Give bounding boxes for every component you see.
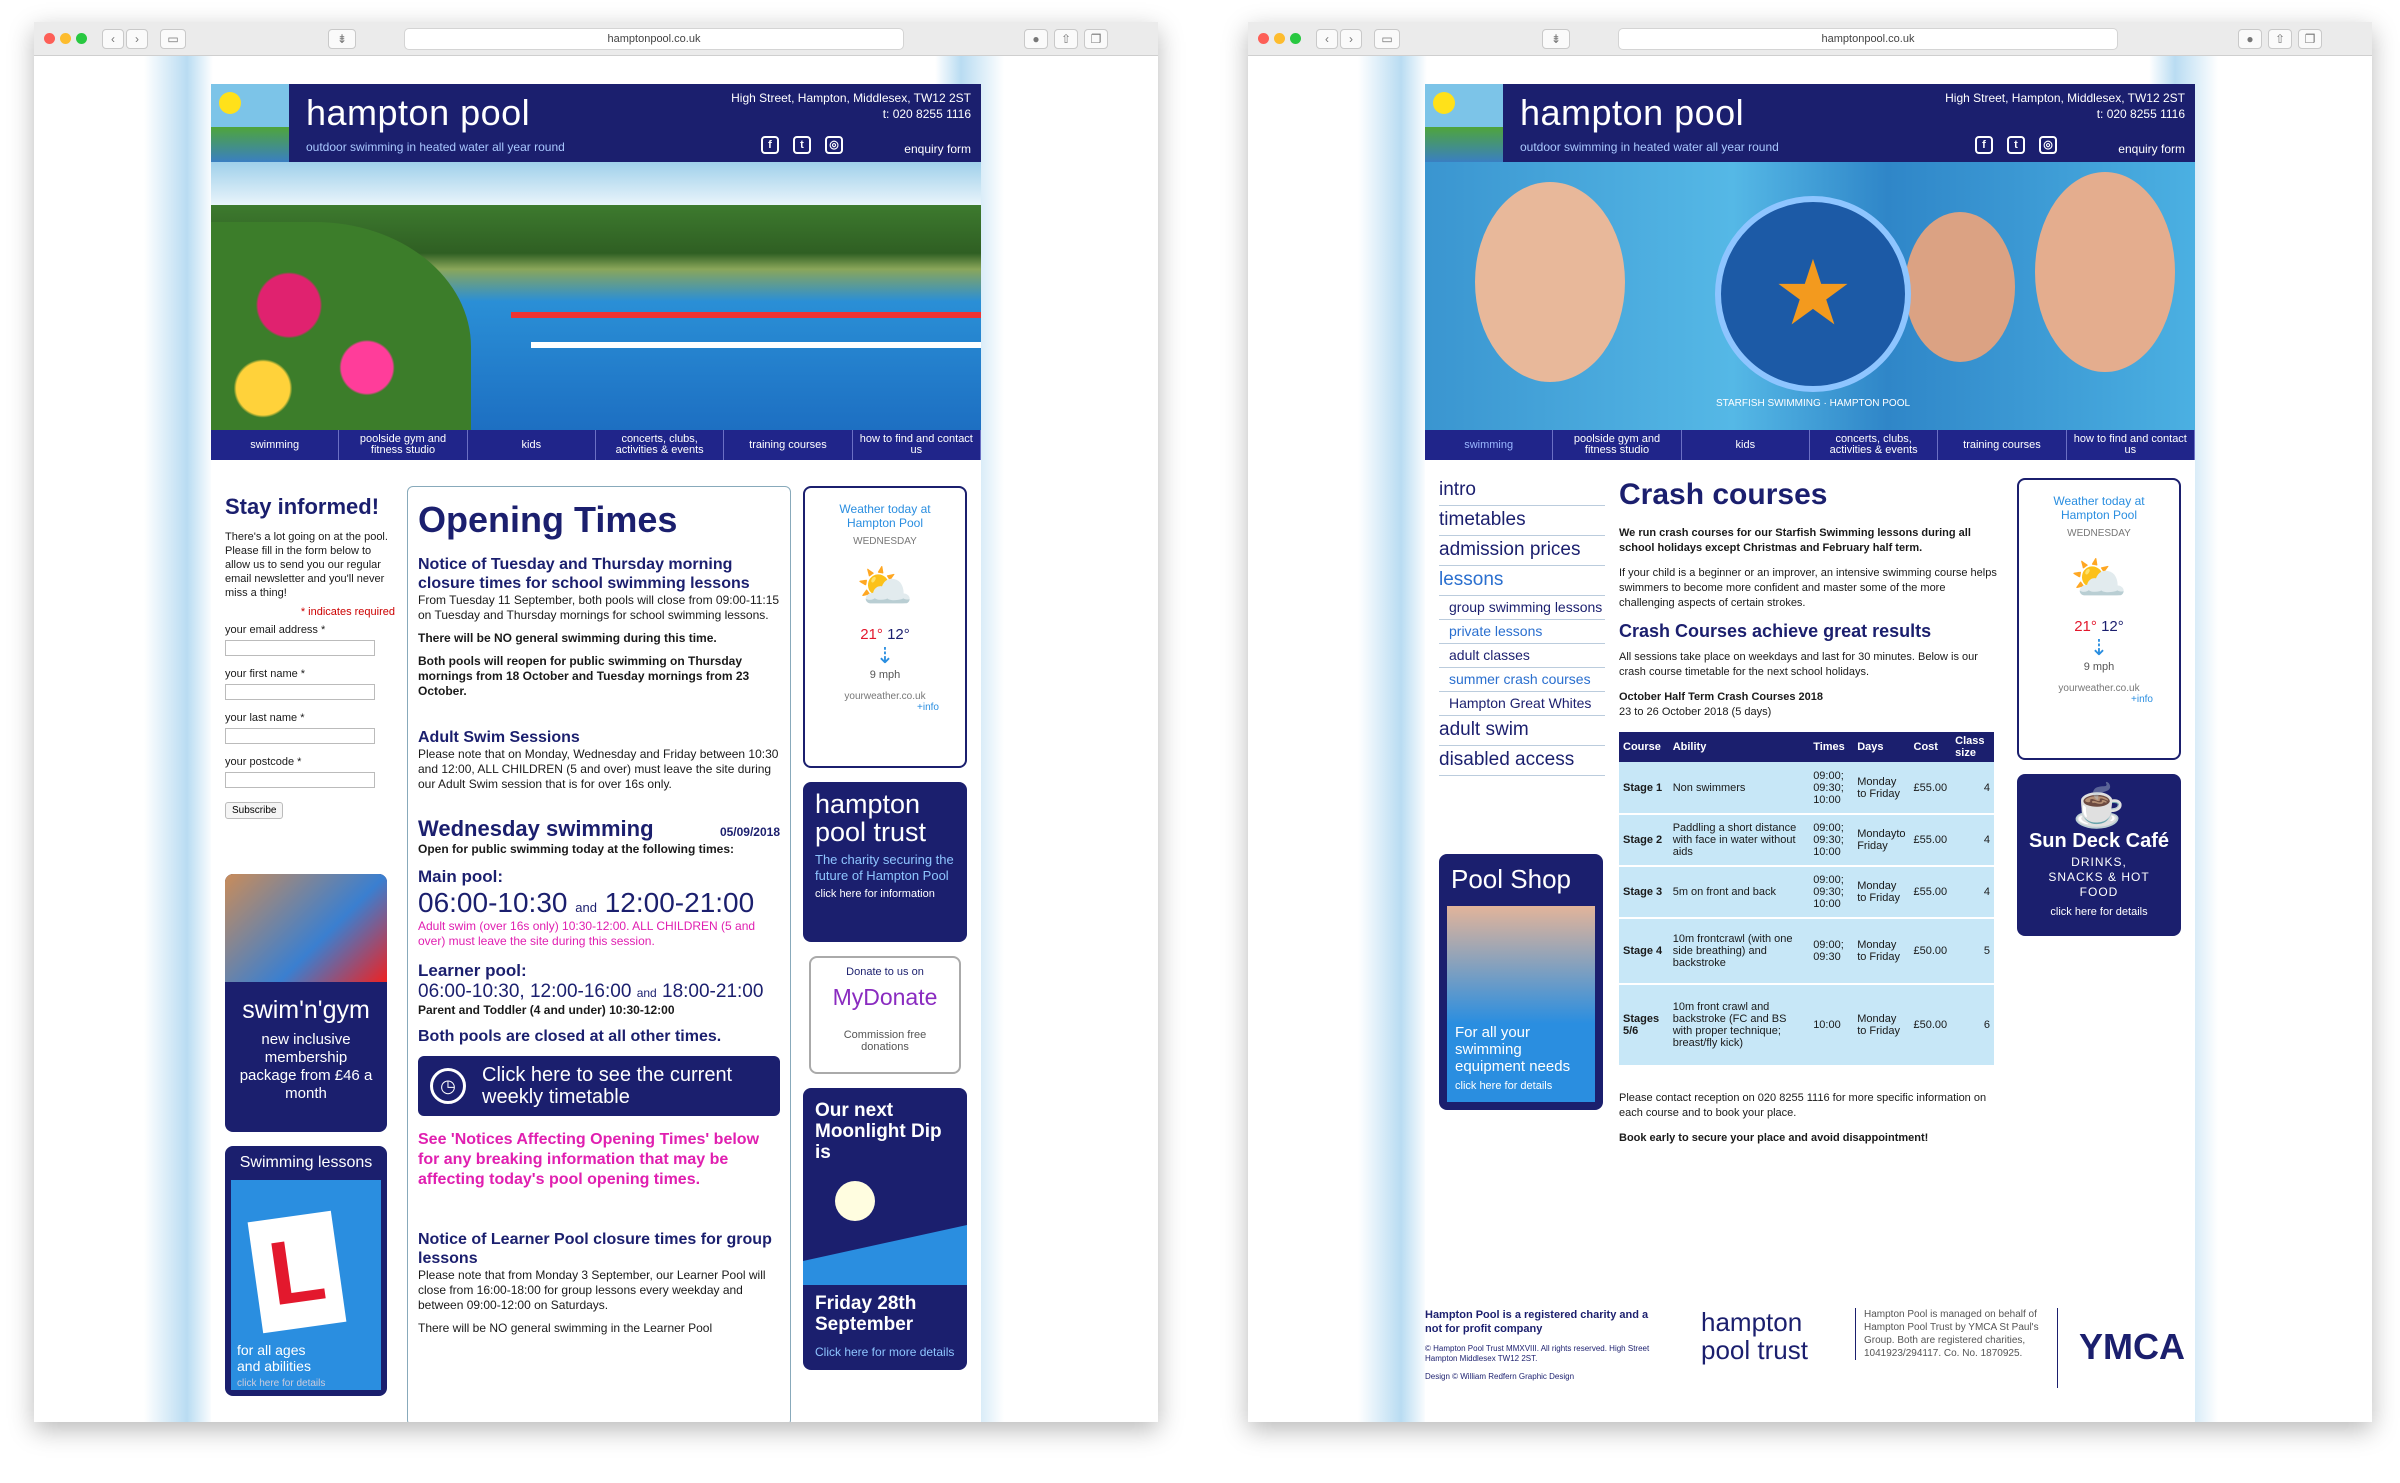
- maximize-window-icon[interactable]: [76, 33, 87, 44]
- close-window-icon[interactable]: [44, 33, 55, 44]
- col-cost: Cost: [1910, 732, 1952, 762]
- social-links: [761, 136, 843, 154]
- main-time-2: 12:00-21:00: [604, 887, 755, 918]
- address: [1945, 90, 2185, 122]
- cell: £55.00: [1910, 762, 1952, 814]
- postcode-label: your postcode *: [225, 756, 302, 768]
- cell: Monday to Friday: [1853, 866, 1909, 918]
- last-name-label: your last name *: [225, 712, 305, 724]
- main-nav: [211, 430, 981, 460]
- col-course: Course: [1619, 732, 1669, 762]
- menu-disabled-access[interactable]: disabled access: [1439, 746, 1605, 776]
- cell: 09:00; 09:30; 10:00: [1809, 814, 1853, 866]
- donate-top: Donate to us on: [846, 966, 924, 978]
- swimmer-face: [1905, 212, 2015, 362]
- cell: 6: [1951, 984, 1994, 1066]
- menu-lessons[interactable]: lessons: [1439, 566, 1605, 596]
- menu-private-lessons[interactable]: private lessons: [1439, 620, 1605, 644]
- crash-results-title: Crash Courses achieve great results: [1619, 621, 1932, 641]
- shop-link: click here for details: [1455, 1080, 1553, 1092]
- cell: Paddling a short distance with face in water without aids: [1669, 814, 1809, 866]
- nav-contact[interactable]: how to find and contact us: [853, 430, 981, 460]
- menu-admission[interactable]: admission prices: [1439, 536, 1605, 566]
- cell: 10m front crawl and backstroke (FC and BS with proper technique; breast/fly kick): [1669, 984, 1809, 1066]
- mydonate-promo[interactable]: [809, 956, 961, 1074]
- crash-p2: All sessions take place on weekdays and last for 30 minutes. Below is our crash course timetable for the next school holidays.: [1619, 651, 1978, 678]
- cell: Monday to Friday: [1853, 762, 1909, 814]
- promo-text: new inclusive membership package from £46 a month: [239, 1031, 373, 1102]
- download-icon[interactable]: ⇟: [328, 29, 356, 49]
- url-text: hamptonpool.co.uk: [607, 33, 701, 45]
- cell: £50.00: [1910, 984, 1952, 1066]
- table-row: [1619, 984, 1994, 1066]
- notice2-title: Notice of Learner Pool closure times for group lessons: [418, 1231, 772, 1267]
- last-name-field[interactable]: [225, 728, 375, 744]
- cell: 09:00; 09:30; 10:00: [1809, 866, 1853, 918]
- postcode-field[interactable]: [225, 772, 375, 788]
- nav-gym[interactable]: poolside gym and fitness studio: [1553, 430, 1681, 460]
- starfish-badge: [1715, 196, 1911, 392]
- table-row: [1619, 762, 1994, 814]
- cell: Stage 1: [1619, 762, 1669, 814]
- subscribe-button[interactable]: Subscribe: [225, 802, 283, 819]
- nav-events[interactable]: concerts, clubs, activities & events: [596, 430, 724, 460]
- address-bar[interactable]: [404, 28, 904, 50]
- notice1-title: Notice of Tuesday and Thursday morning closure times for school swimming lessons: [418, 556, 750, 592]
- cell: 10m frontcrawl (with one side breathing) and backstroke: [1669, 918, 1809, 984]
- table-row: [1619, 866, 1994, 918]
- cafe-title: Sun Deck Café: [2028, 830, 2170, 852]
- cell: £55.00: [1910, 814, 1952, 866]
- l-plate-icon: L: [248, 1211, 347, 1334]
- moon-link: Click here for more details: [815, 1345, 955, 1359]
- parent-toddler: Parent and Toddler (4 and under) 10:30-12:00: [418, 1003, 675, 1017]
- instagram-icon[interactable]: ◎: [2039, 136, 2057, 154]
- notice1-text: From Tuesday 11 September, both pools will close from 09:00-11:15 on Tuesday and Thursday mornings for school swimming lessons.: [418, 593, 780, 622]
- and-text-2: and: [636, 986, 657, 1000]
- footer-charity: Hampton Pool is a registered charity and a not for profit company: [1425, 1309, 1649, 1335]
- cell: Stages 5/6: [1619, 984, 1669, 1066]
- wednesday-date: 05/09/2018: [719, 825, 780, 839]
- lane-rope: [511, 312, 981, 318]
- cell: Stage 3: [1619, 866, 1669, 918]
- learner-times: 06:00-10:30, 12:00-16:00: [418, 981, 632, 1002]
- cell: 4: [1951, 762, 1994, 814]
- cell: Stage 4: [1619, 918, 1669, 984]
- browser-toolbar: [34, 22, 1158, 56]
- cell: Mondayto Friday: [1853, 814, 1909, 866]
- extension-icon[interactable]: ●: [2238, 29, 2262, 49]
- main-pool-label: Main pool:: [418, 867, 503, 886]
- extension-icon[interactable]: ●: [1024, 29, 1048, 49]
- adult-swim-text: Please note that on Monday, Wednesday and Friday between 10:30 and 12:00, ALL CHILDREN (5 and over) must leave the site during our Adult Swim session that is for over 16s only.: [418, 747, 779, 791]
- weather-day: WEDNESDAY: [853, 536, 917, 547]
- hero-image-pool: [211, 162, 981, 430]
- trust-text: The charity securing the future of Hampton Pool: [815, 852, 954, 883]
- cell: 4: [1951, 814, 1994, 866]
- download-icon[interactable]: ⇟: [1542, 29, 1570, 49]
- mydonate-logo: MyDonate: [832, 984, 938, 1010]
- col-size: Class size: [1951, 732, 1994, 762]
- menu-adult-classes[interactable]: adult classes: [1439, 644, 1605, 668]
- timetable-button-label: Click here to see the current weekly timetable: [482, 1064, 733, 1108]
- footer-design[interactable]: Design © William Redfern Graphic Design: [1425, 1372, 1575, 1381]
- crash-p1: If your child is a beginner or an improver, an intensive swimming course helps swimmers to become more confident and master some of the more challenging aspects of certain strokes.: [1619, 567, 1997, 609]
- swimming-lessons-promo[interactable]: [225, 1146, 387, 1396]
- cell: 5m on front and back: [1669, 866, 1809, 918]
- book-note: Book early to secure your place and avoid disappointment!: [1619, 1132, 1929, 1144]
- main-time-1: 06:00-10:30: [418, 887, 568, 918]
- main-nav: [1425, 430, 2195, 460]
- wednesday-text: Open for public swimming today at the following times:: [418, 842, 735, 856]
- temp-high: 21°: [860, 626, 883, 643]
- pool-trust-promo[interactable]: [803, 782, 967, 942]
- sidebar-icon[interactable]: ▭: [160, 29, 186, 49]
- pool-shop-promo[interactable]: [1439, 854, 1603, 1110]
- nav-training[interactable]: training courses: [724, 430, 852, 460]
- ymca-logo[interactable]: YMCA: [2079, 1326, 2185, 1367]
- contact-note: Please contact reception on 020 8255 1116 for more specific information on each course and to book your place.: [1619, 1092, 1987, 1119]
- website: [1425, 84, 2195, 1422]
- learner-pool-label: Learner pool:: [418, 961, 527, 980]
- clock-icon: ◷: [430, 1068, 466, 1104]
- flower-bed: [211, 222, 471, 430]
- wind-speed: 9 mph: [2083, 661, 2115, 673]
- browser-window-left: [34, 22, 1158, 1422]
- tabs-icon[interactable]: ❐: [2298, 29, 2322, 49]
- logo[interactable]: [1425, 84, 1503, 162]
- address-text: High Street, Hampton, Middlesex, TW12 2ST: [1945, 91, 2185, 105]
- opening-times-title: Opening Times: [418, 499, 678, 540]
- twitter-icon[interactable]: t: [793, 136, 811, 154]
- menu-adult-swim[interactable]: adult swim: [1439, 716, 1605, 746]
- cell: Monday to Friday: [1853, 984, 1909, 1066]
- timetable-dates: 23 to 26 October 2018 (5 days): [1619, 706, 1772, 718]
- nav-contact[interactable]: how to find and contact us: [2067, 430, 2195, 460]
- site-tagline: outdoor swimming in heated water all year round: [1520, 140, 1779, 154]
- phone-text: t: 020 8255 1116: [2096, 107, 2185, 121]
- forward-icon[interactable]: ›: [1340, 29, 1362, 49]
- nav-swimming[interactable]: swimming: [211, 430, 339, 460]
- weather-widget[interactable]: [803, 486, 967, 768]
- site-header: [1425, 84, 2195, 162]
- and-text: and: [575, 900, 597, 915]
- weather-source: yourweather.co.uk: [844, 691, 926, 702]
- hero-image-children: [1425, 162, 2195, 430]
- cafe-link: click here for details: [2050, 906, 2148, 918]
- moon-date: Friday 28th September: [815, 1293, 917, 1335]
- trust-title: hampton pool trust: [815, 789, 927, 847]
- temp-low: 12°: [887, 626, 910, 643]
- email-field[interactable]: [225, 640, 375, 656]
- notice2-text: Please note that from Monday 3 September, our Learner Pool will close from 16:00-18:00 for group lessons every weekday and between 09:00-12:00 on Saturdays.: [418, 1268, 766, 1312]
- weather-title: Weather today at Hampton Pool: [839, 502, 931, 530]
- weather-day: WEDNESDAY: [2067, 528, 2131, 539]
- menu-summer-crash[interactable]: summer crash courses: [1439, 668, 1605, 692]
- cell: £50.00: [1910, 918, 1952, 984]
- site-title[interactable]: hampton pool: [306, 92, 531, 133]
- weather-widget[interactable]: [2017, 478, 2181, 760]
- enquiry-link[interactable]: enquiry form: [2118, 142, 2185, 156]
- swimmer-face: [2035, 172, 2175, 372]
- wednesday-title: Wednesday swimming: [418, 816, 654, 841]
- twitter-icon[interactable]: t: [2007, 136, 2025, 154]
- moon-icon: [835, 1181, 875, 1221]
- sun-icon: [219, 92, 241, 114]
- promo-title: swim'n'gym: [242, 996, 370, 1024]
- starfish-badge-text: STARFISH SWIMMING · HAMPTON POOL: [1715, 398, 1911, 409]
- close-window-icon[interactable]: [1258, 33, 1269, 44]
- address: [731, 90, 971, 122]
- signup-form: [225, 494, 395, 819]
- logo[interactable]: [211, 84, 289, 162]
- crash-courses-content: [1619, 478, 1999, 1146]
- site-footer: [1425, 1308, 2195, 1418]
- nav-events[interactable]: concerts, clubs, activities & events: [1810, 430, 1938, 460]
- address-bar[interactable]: [1618, 28, 2118, 50]
- moon-title: Our next Moonlight Dip is: [815, 1100, 942, 1163]
- timetable-button[interactable]: [418, 1056, 780, 1116]
- crash-title: Crash courses: [1619, 478, 1828, 511]
- closed-note: Both pools are closed at all other times.: [418, 1028, 722, 1045]
- cell: Monday to Friday: [1853, 918, 1909, 984]
- phone-text: t: 020 8255 1116: [882, 107, 971, 121]
- menu-great-whites[interactable]: Hampton Great Whites: [1439, 692, 1605, 716]
- swimmer-photo: [225, 874, 387, 982]
- wind-icon: ⇣: [2089, 635, 2109, 660]
- table-row: [1619, 814, 1994, 866]
- social-links: [1975, 136, 2057, 154]
- opening-times-panel: [407, 486, 791, 1422]
- col-times: Times: [1809, 732, 1853, 762]
- footer-copyright: © Hampton Pool Trust MMXVIII. All rights reserved. High Street Hampton Middlesex TW12 2ST.: [1425, 1344, 1650, 1363]
- nav-swimming[interactable]: swimming: [1425, 430, 1553, 460]
- wind-icon: ⇣: [875, 643, 895, 668]
- sidebar-icon[interactable]: ▭: [1374, 29, 1400, 49]
- cell: 4: [1951, 866, 1994, 918]
- section-menu: [1439, 476, 1605, 776]
- weather-title: Weather today at Hampton Pool: [2053, 494, 2145, 522]
- shop-title: Pool Shop: [1451, 864, 1571, 894]
- timetable-title: October Half Term Crash Courses 2018: [1619, 691, 1823, 703]
- lessons-title: Swimming lessons: [239, 1154, 373, 1171]
- forward-icon[interactable]: ›: [126, 29, 148, 49]
- first-name-field[interactable]: [225, 684, 375, 700]
- notice1-b: There will be NO general swimming during this time.: [418, 631, 717, 645]
- adult-swim-title: Adult Swim Sessions: [418, 729, 580, 746]
- menu-intro[interactable]: intro: [1439, 476, 1605, 506]
- lane-rope: [531, 342, 981, 348]
- cell: 09:00; 09:30; 10:00: [1809, 762, 1853, 814]
- minimize-window-icon[interactable]: [1274, 33, 1285, 44]
- site-header: [211, 84, 981, 162]
- temp-high: 21°: [2074, 618, 2097, 635]
- instagram-icon[interactable]: ◎: [825, 136, 843, 154]
- enquiry-link[interactable]: enquiry form: [904, 142, 971, 156]
- partly-cloudy-icon: ⛅: [2070, 552, 2128, 604]
- crash-course-table: [1619, 732, 1994, 1067]
- cafe-text: DRINKS, SNACKS & HOT FOOD: [2048, 855, 2150, 899]
- nav-kids[interactable]: kids: [468, 430, 596, 460]
- cell: 5: [1951, 918, 1994, 984]
- tabs-icon[interactable]: ❐: [1084, 29, 1108, 49]
- weather-info[interactable]: +info: [917, 702, 939, 713]
- email-label: your email address *: [225, 624, 326, 636]
- menu-group-lessons[interactable]: group swimming lessons: [1439, 596, 1605, 620]
- footer-trust-logo[interactable]: hampton pool trust: [1701, 1307, 1808, 1365]
- swimmer-face: [1475, 182, 1625, 382]
- trust-link: click here for information: [815, 888, 935, 900]
- shop-text: For all your swimming equipment needs: [1455, 1024, 1571, 1075]
- required-note: * indicates required: [300, 606, 395, 618]
- website: [211, 84, 981, 1422]
- cell: 10:00: [1809, 984, 1853, 1066]
- wind-speed: 9 mph: [869, 669, 901, 681]
- share-icon[interactable]: ⇧: [1054, 29, 1078, 49]
- cell: £55.00: [1910, 866, 1952, 918]
- cell: Stage 2: [1619, 814, 1669, 866]
- weather-info[interactable]: +info: [2131, 694, 2153, 705]
- cell: 09:00; 09:30: [1809, 918, 1853, 984]
- notice2-b: There will be NO general swimming in the Learner Pool: [418, 1321, 713, 1335]
- donate-sub: Commission free donations: [843, 1029, 927, 1053]
- back-icon[interactable]: ‹: [1316, 29, 1338, 49]
- nav-training[interactable]: training courses: [1938, 430, 2066, 460]
- learner-times-2: 18:00-21:00: [662, 981, 764, 1002]
- url-text: hamptonpool.co.uk: [1821, 33, 1915, 45]
- cafe-cup-icon: ☕: [2072, 782, 2126, 829]
- browser-toolbar: [1248, 22, 2372, 56]
- crash-intro: We run crash courses for our Starfish Swimming lessons during all school holidays except Christmas and February half term.: [1619, 527, 1971, 554]
- facebook-icon[interactable]: f: [1975, 136, 1993, 154]
- notice1-c: Both pools will reopen for public swimming on Thursday mornings from 18 October and Tuesday mornings from 23 October.: [418, 654, 750, 698]
- temp-low: 12°: [2101, 618, 2124, 635]
- partly-cloudy-icon: ⛅: [856, 560, 914, 612]
- table-row: [1619, 918, 1994, 984]
- menu-timetables[interactable]: timetables: [1439, 506, 1605, 536]
- first-name-label: your first name *: [225, 668, 306, 680]
- lessons-text: for all ages and abilities: [237, 1342, 311, 1374]
- signup-text: There's a lot going on at the pool. Please fill in the form below to allow us to send you our regular email newsletter and you'll never miss a thing!: [225, 531, 388, 599]
- lessons-link[interactable]: click here for details: [237, 1378, 326, 1389]
- site-title[interactable]: hampton pool: [1520, 92, 1745, 133]
- nav-gym[interactable]: poolside gym and fitness studio: [339, 430, 467, 460]
- minimize-window-icon[interactable]: [60, 33, 71, 44]
- address-text: High Street, Hampton, Middlesex, TW12 2ST: [731, 91, 971, 105]
- browser-window-right: [1248, 22, 2372, 1422]
- nav-kids[interactable]: kids: [1682, 430, 1810, 460]
- site-tagline: outdoor swimming in heated water all year round: [306, 140, 565, 154]
- back-icon[interactable]: ‹: [102, 29, 124, 49]
- swim-gym-promo[interactable]: [225, 874, 387, 1132]
- col-days: Days: [1853, 732, 1909, 762]
- starfish-icon: ★: [1772, 244, 1854, 344]
- maximize-window-icon[interactable]: [1290, 33, 1301, 44]
- share-icon[interactable]: ⇧: [2268, 29, 2292, 49]
- moonlight-dip-promo[interactable]: [803, 1088, 967, 1370]
- sun-deck-cafe-promo[interactable]: [2017, 774, 2181, 936]
- adult-note: Adult swim (over 16s only) 10:30-12:00. ALL CHILDREN (5 and over) must leave the site during this session.: [418, 919, 756, 948]
- weather-source: yourweather.co.uk: [2058, 683, 2140, 694]
- col-ability: Ability: [1669, 732, 1809, 762]
- facebook-icon[interactable]: f: [761, 136, 779, 154]
- sun-icon: [1433, 92, 1455, 114]
- cell: Non swimmers: [1669, 762, 1809, 814]
- breaking-notice: See 'Notices Affecting Opening Times' below for any breaking information that may be affecting today's pool opening times.: [418, 1131, 760, 1188]
- footer-managed: Hampton Pool is managed on behalf of Hampton Pool Trust by YMCA St Paul's Group. Both are registered charities, 1041923/294117. Co. No. 1870925.: [1855, 1308, 2041, 1360]
- signup-title: Stay informed!: [225, 494, 380, 519]
